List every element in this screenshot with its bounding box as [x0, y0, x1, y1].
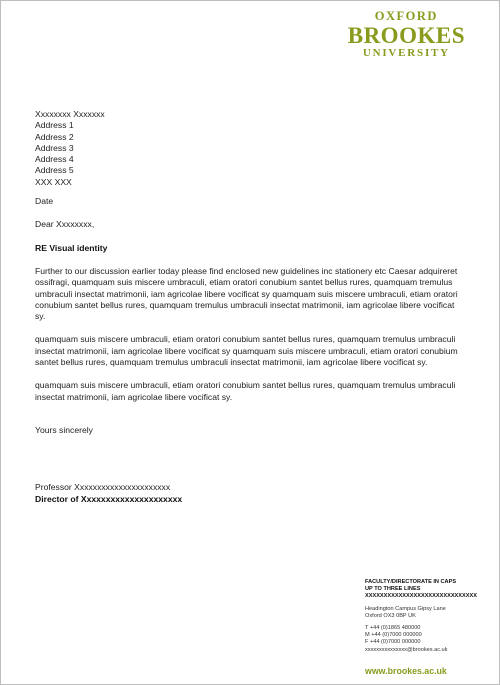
paragraph-3: quamquam suis miscere umbraculi, etiam oratori conubium santet bellus rures, quamquam tremulus umbraculi insectat matrimonii, iam agricolae libere vocificat sy. [35, 380, 456, 402]
telephone: T +44 (0)1865 480000 [365, 625, 421, 632]
letter-body [35, 109, 467, 505]
footer-contact-block [365, 579, 485, 654]
campus-address-1: Headington Campus Gipsy Lane [365, 605, 446, 612]
fax: F +44 (0)7000 000000 [365, 639, 421, 646]
faculty-line-1: FACULTY/DIRECTORATE IN CAPS [365, 579, 457, 585]
faculty-line-3: XXXXXXXXXXXXXXXXXXXXXXXXXXXXXX [365, 593, 477, 600]
address-line-1: Address 1 [35, 120, 74, 131]
subject-line: RE Visual identity [35, 242, 108, 253]
salutation: Dear Xxxxxxxx, [35, 219, 95, 230]
address-line-4: Address 4 [35, 154, 74, 165]
signatory-title: Director of Xxxxxxxxxxxxxxxxxxxxx [35, 493, 183, 504]
closing: Yours sincerely [35, 424, 93, 435]
paragraph-2: quamquam suis miscere umbraculi, etiam oratori conubium santet bellus rures, quamquam tremulus umbraculi insectat matrimonii, iam agricolae libere vocificat sy quamquam suis miscere umbraculi, etiam oratori conubium santet bellus rures, quamquam tremulus umbraculi insectat matrimonii, iam agricolae libere vocificat sy. [35, 334, 458, 368]
faculty-line-2: UP TO THREE LINES [365, 586, 421, 593]
website-link: www.brookes.ac.uk [365, 666, 447, 676]
address-line-5: Address 5 [35, 165, 74, 176]
email: xxxxxxxxxxxxxxx@brookes.ac.uk [365, 646, 448, 653]
campus-address-2: Oxford OX3 0BP UK [365, 612, 416, 619]
logo-oxford: OXFORD [374, 9, 438, 23]
university-logo [348, 10, 465, 59]
paragraph-1: Further to our discussion earlier today please find enclosed new guidelines inc stationery etc Caesar adquireret ossifragi, quamquam suis miscere umbraculi, etiam oratori conubium santet bellus rures, quamquam tremulus umbraculi insectat matrimonii, iam agricolae libere vocificat sy quamquam suis miscere umbraculi, etiam oratori conubium santet bellus rures, quamquam tremulus umbraculi insectat matrimonii, iam agricolae libere vocificat sy. [35, 265, 458, 322]
mobile: M +44 (0)7000 000000 [365, 632, 422, 639]
logo-brookes: BROOKES [347, 22, 465, 48]
signatory-name: Professor Xxxxxxxxxxxxxxxxxxxxxx [35, 482, 171, 493]
address-line-3: Address 3 [35, 142, 74, 153]
address-line-2: Address 2 [35, 131, 74, 142]
postcode: XXX XXX [35, 176, 72, 187]
letter-date: Date [35, 196, 54, 207]
logo-university: UNIVERSITY [362, 46, 450, 59]
recipient-name: Xxxxxxxx Xxxxxxx [35, 109, 105, 119]
recipient-block [35, 109, 467, 188]
